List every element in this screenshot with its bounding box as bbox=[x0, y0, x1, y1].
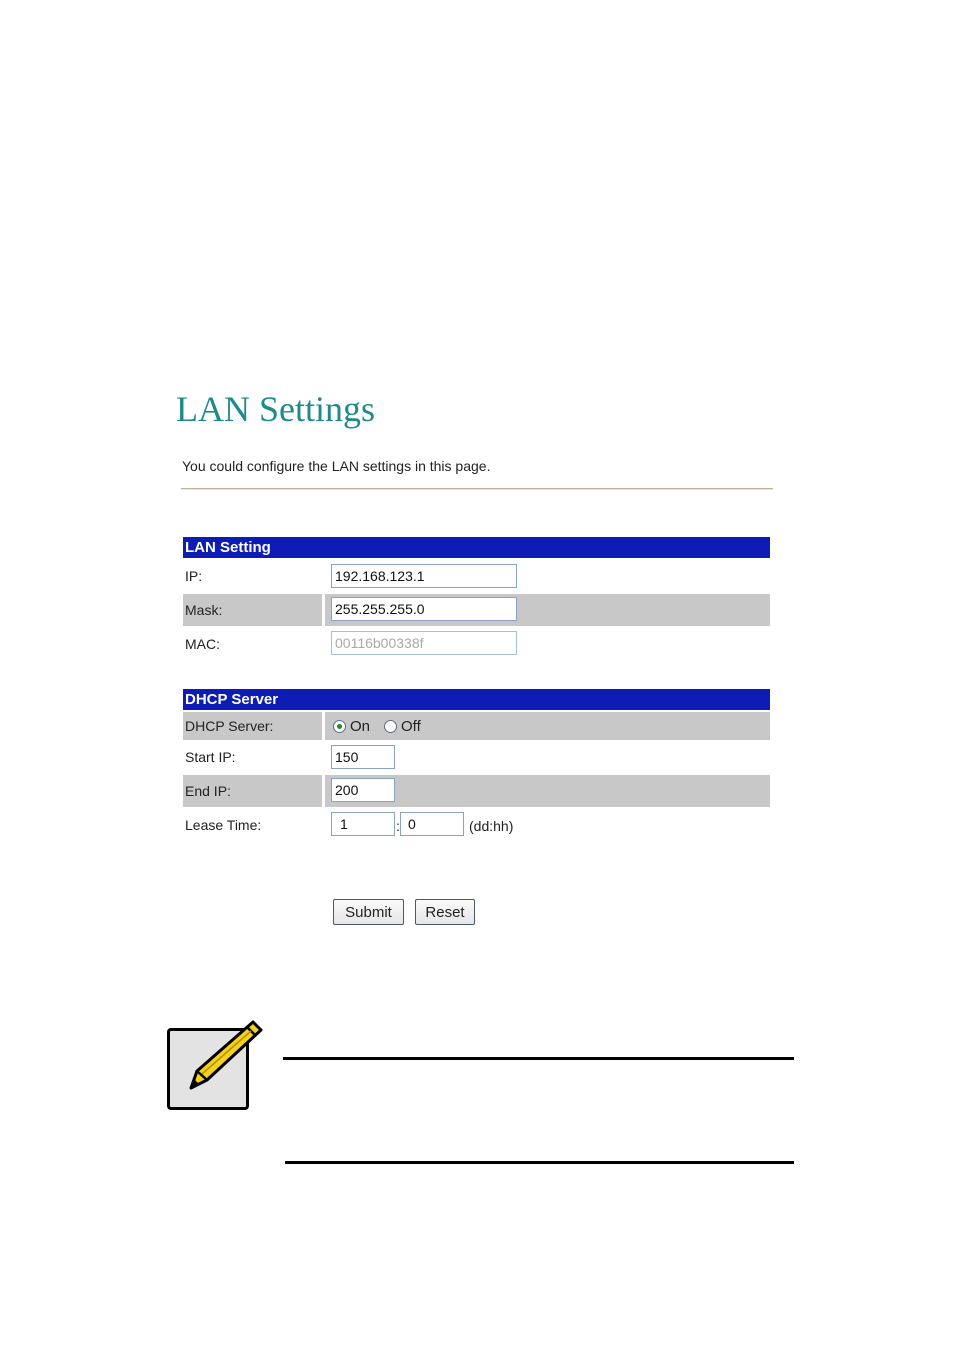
mac-row bbox=[183, 628, 770, 660]
end-ip-input[interactable] bbox=[331, 778, 395, 802]
lease-separator: : bbox=[396, 818, 400, 834]
lease-hours-input[interactable] bbox=[400, 812, 464, 836]
start-ip-row bbox=[183, 741, 770, 773]
submit-button[interactable]: Submit bbox=[333, 899, 404, 925]
lease-time-label: Lease Time: bbox=[185, 817, 262, 833]
reset-button[interactable]: Reset bbox=[415, 899, 475, 925]
dhcp-off-label[interactable]: Off bbox=[401, 717, 421, 735]
mask-input[interactable] bbox=[331, 597, 517, 621]
end-ip-row bbox=[183, 775, 770, 807]
mac-input bbox=[331, 631, 517, 655]
lan-setting-header: LAN Setting bbox=[183, 537, 770, 558]
dhcp-server-header: DHCP Server bbox=[183, 689, 770, 710]
mask-label: Mask: bbox=[183, 594, 325, 626]
page-description: You could configure the LAN settings in this page. bbox=[182, 458, 491, 474]
dhcp-server-radio-group bbox=[333, 712, 421, 740]
lease-format-hint: (dd:hh) bbox=[469, 818, 514, 834]
note-top-line bbox=[283, 1057, 794, 1060]
page-title: LAN Settings bbox=[176, 389, 376, 429]
lease-time-row bbox=[183, 809, 770, 841]
dhcp-on-radio[interactable] bbox=[333, 720, 346, 733]
note-bottom-line bbox=[285, 1161, 794, 1164]
lease-days-input[interactable] bbox=[331, 812, 395, 836]
ip-row bbox=[183, 560, 770, 592]
start-ip-input[interactable] bbox=[331, 745, 395, 769]
dhcp-server-row bbox=[183, 712, 770, 740]
dhcp-server-label: DHCP Server: bbox=[183, 712, 325, 740]
pencil-icon bbox=[185, 1016, 265, 1092]
ip-label: IP: bbox=[185, 568, 203, 584]
dhcp-on-label[interactable]: On bbox=[350, 717, 371, 735]
mac-label: MAC: bbox=[185, 636, 220, 652]
header-divider bbox=[181, 488, 773, 490]
ip-input[interactable] bbox=[331, 564, 517, 588]
start-ip-label: Start IP: bbox=[185, 749, 236, 765]
end-ip-label: End IP: bbox=[183, 775, 325, 807]
dhcp-off-radio[interactable] bbox=[384, 720, 397, 733]
mask-row bbox=[183, 594, 770, 626]
